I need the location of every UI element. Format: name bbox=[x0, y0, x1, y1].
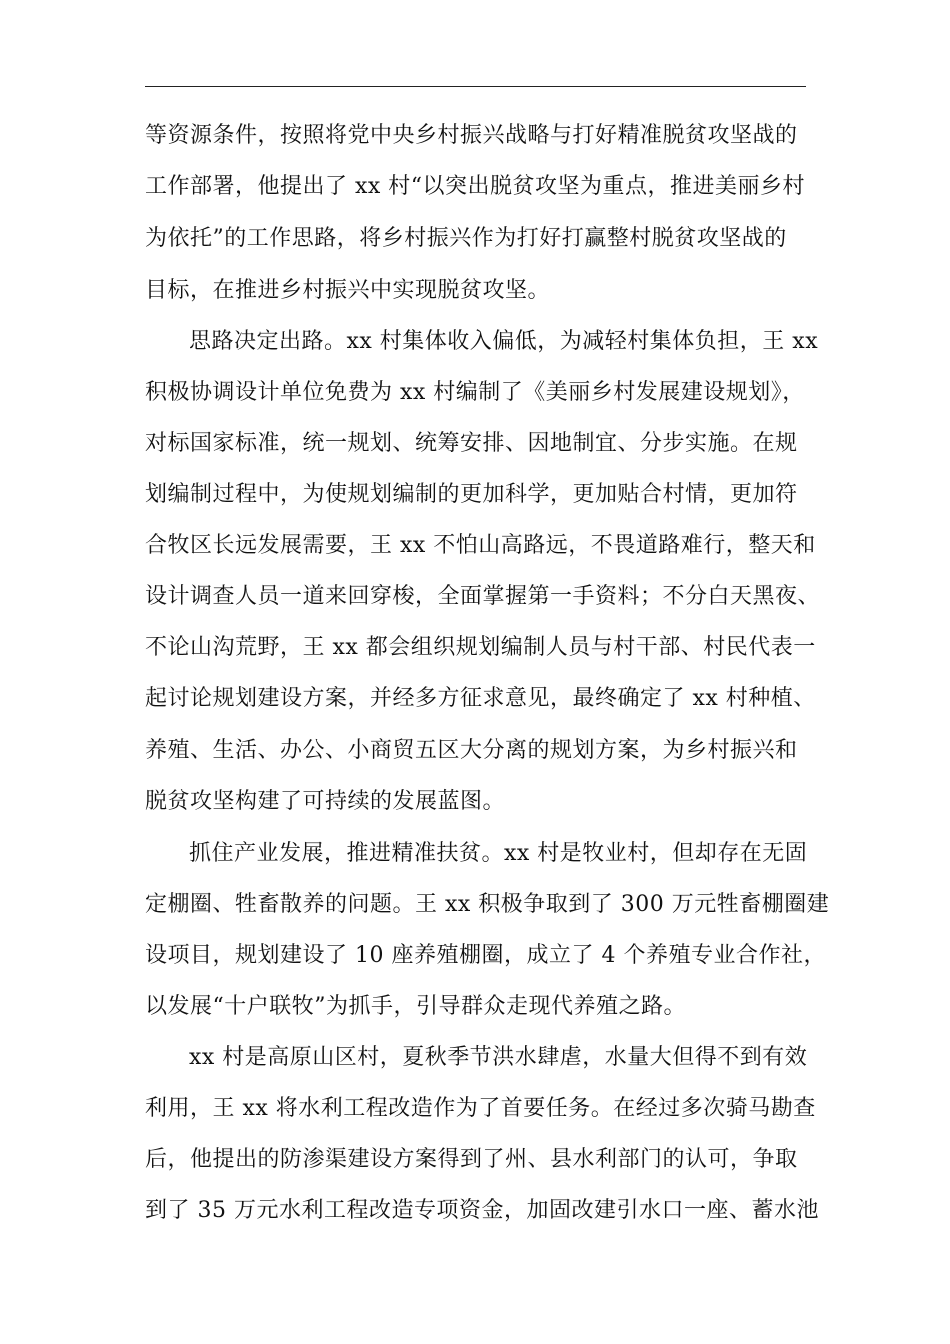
text-line: 设计调查人员一道来回穿梭，全面掌握第一手资料；不分白天黑夜、 bbox=[145, 584, 821, 609]
text-line: 养殖、生活、办公、小商贸五区大分离的规划方案，为乡村振兴和 bbox=[145, 738, 798, 763]
header-rule bbox=[145, 86, 806, 87]
text-line: 设项目，规划建设了 10 座养殖棚圈，成立了 4 个养殖专业合作社， bbox=[145, 943, 826, 968]
text-line: 起讨论规划建设方案，并经多方征求意见，最终确定了 xx 村种植、 bbox=[145, 686, 816, 711]
text-line: 合牧区长远发展需要，王 xx 不怕山高路远，不畏道路难行，整天和 bbox=[145, 533, 816, 558]
text-line: 工作部署，他提出了 xx 村“以突出脱贫攻坚为重点，推进美丽乡村 bbox=[145, 174, 806, 199]
text-line: 不论山沟荒野，王 xx 都会组织规划编制人员与村干部、村民代表一 bbox=[145, 635, 816, 660]
paragraph-first-line: xx 村是高原山区村，夏秋季节洪水肆虐，水量大但得不到有效 bbox=[189, 1045, 808, 1070]
paragraph-first-line: 抓住产业发展，推进精准扶贫。xx 村是牧业村，但却存在无固 bbox=[189, 841, 808, 866]
text-line: 以发展“十户联牧”为抓手，引导群众走现代养殖之路。 bbox=[145, 994, 686, 1019]
text-line: 利用，王 xx 将水利工程改造作为了首要任务。在经过多次骑马勘查 bbox=[145, 1096, 816, 1121]
text-line: 为依托”的工作思路，将乡村振兴作为打好打赢整村脱贫攻坚战的 bbox=[145, 226, 787, 251]
text-line: 对标国家标准，统一规划、统筹安排、因地制宜、分步实施。在规 bbox=[145, 431, 798, 456]
text-line: 等资源条件，按照将党中央乡村振兴战略与打好精准脱贫攻坚战的 bbox=[145, 123, 798, 148]
text-line: 后，他提出的防渗渠建设方案得到了州、县水利部门的认可，争取 bbox=[145, 1147, 798, 1172]
text-line: 目标，在推进乡村振兴中实现脱贫攻坚。 bbox=[145, 278, 551, 303]
text-line: 脱贫攻坚构建了可持续的发展蓝图。 bbox=[145, 789, 506, 814]
text-line: 定棚圈、牲畜散养的问题。王 xx 积极争取到了 300 万元牲畜棚圈建 bbox=[145, 892, 830, 917]
text-line: 划编制过程中，为使规划编制的更加科学，更加贴合村情，更加符 bbox=[145, 482, 798, 507]
paragraph-first-line: 思路决定出路。xx 村集体收入偏低，为减轻村集体负担，王 xx bbox=[189, 329, 819, 354]
text-line: 到了 35 万元水利工程改造专项资金，加固改建引水口一座、蓄水池 bbox=[145, 1198, 819, 1223]
text-line: 积极协调设计单位免费为 xx 村编制了《美丽乡村发展建设规划》， bbox=[145, 380, 805, 405]
